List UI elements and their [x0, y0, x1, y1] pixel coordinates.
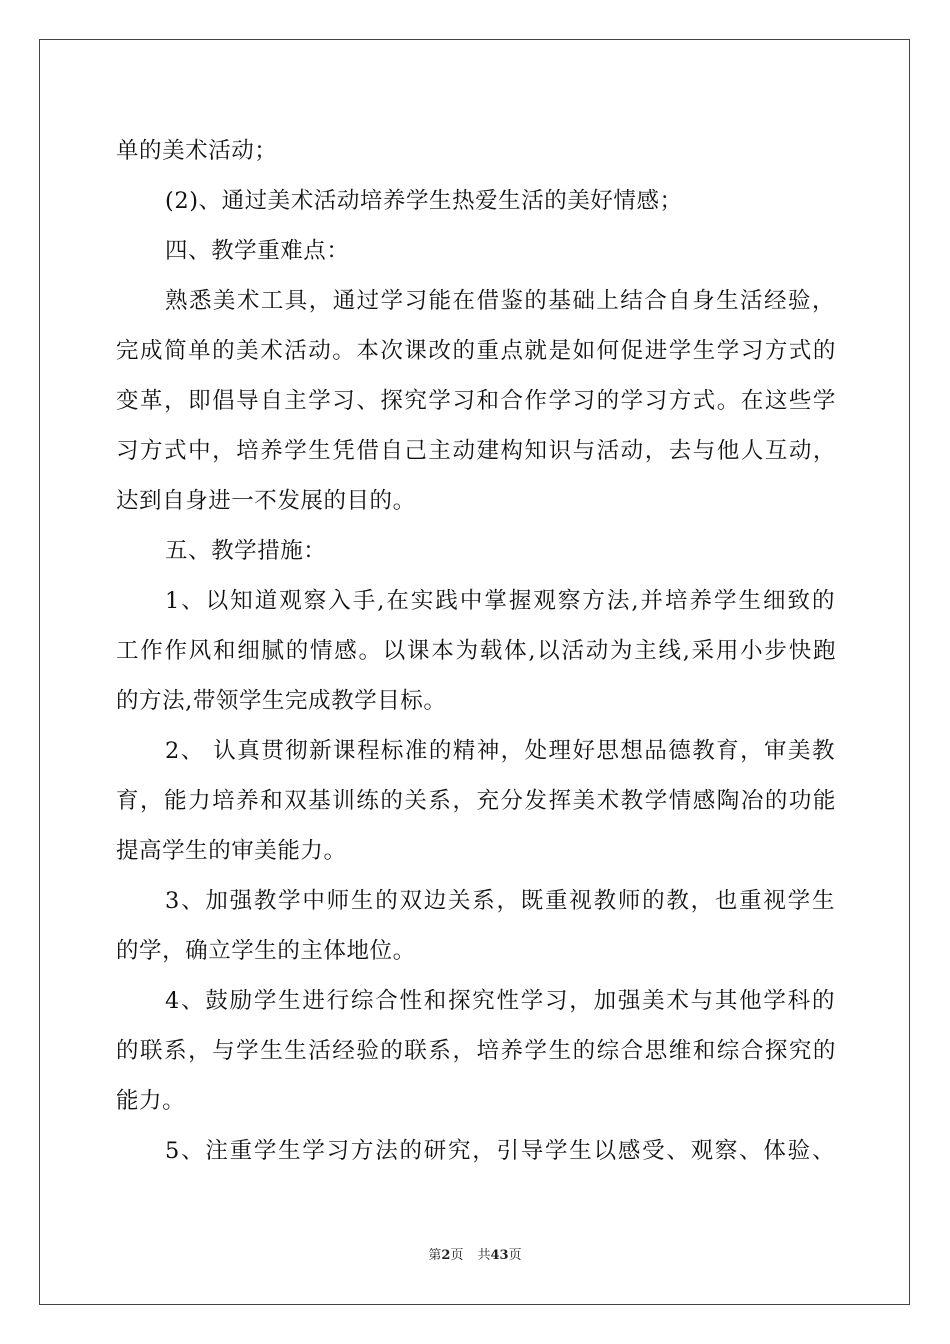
- text-line: 变革，即倡导自主学习、探究学习和合作学习的学习方式。在这些学: [116, 388, 836, 414]
- text-line: 达到自身进一不发展的目的。: [116, 488, 416, 514]
- page-prefix: 第: [428, 1248, 442, 1263]
- text-line: 4、鼓励学生进行综合性和探究性学习，加强美术与其他学科的: [165, 988, 835, 1014]
- page-footer: [0, 1247, 950, 1265]
- text-line: (2)、通过美术活动培养学生热爱生活的美好情感；: [165, 188, 683, 214]
- text-line: 单的美术活动；: [116, 138, 278, 164]
- text-line: 的学，确立学生的主体地位。: [116, 938, 416, 964]
- text-line: 1、以知道观察入手,在实践中掌握观察方法,并培养学生细致的: [165, 588, 835, 614]
- text-line: 5、注重学生学习方法的研究，引导学生以感受、观察、体验、: [165, 1138, 835, 1164]
- page-suffix: 页: [450, 1248, 464, 1263]
- text-line: 能力。: [116, 1088, 186, 1114]
- text-line: 工作作风和细腻的情感。以课本为载体,以活动为主线,采用小步快跑: [116, 638, 836, 664]
- text-line: 完成简单的美术活动。本次课改的重点就是如何促进学生学习方式的: [116, 338, 836, 364]
- total-pages: 43: [490, 1248, 509, 1263]
- total-suffix: 页: [508, 1248, 522, 1263]
- text-line: 3、加强教学中师生的双边关系，既重视教师的教，也重视学生: [165, 888, 835, 914]
- text-line: 育，能力培养和双基训练的关系，充分发挥美术教学情感陶冶的功能: [116, 788, 836, 814]
- text-line: 的联系，与学生生活经验的联系，培养学生的综合思维和综合探究的: [116, 1038, 836, 1064]
- section-heading: 四、教学重难点：: [165, 238, 350, 264]
- section-heading: 五、教学措施：: [165, 538, 327, 564]
- text-line: 的方法,带领学生完成教学目标。: [116, 688, 447, 714]
- total-prefix: 共: [477, 1248, 491, 1263]
- page-number: 2: [441, 1248, 451, 1263]
- text-line: 提高学生的审美能力。: [116, 838, 347, 864]
- text-line: 习方式中，培养学生凭借自己主动建构知识与活动，去与他人互动，: [116, 438, 836, 464]
- text-line: 熟悉美术工具，通过学习能在借鉴的基础上结合自身生活经验，: [165, 288, 835, 314]
- text-line: 2、 认真贯彻新课程标准的精神，处理好思想品德教育，审美教: [165, 738, 835, 764]
